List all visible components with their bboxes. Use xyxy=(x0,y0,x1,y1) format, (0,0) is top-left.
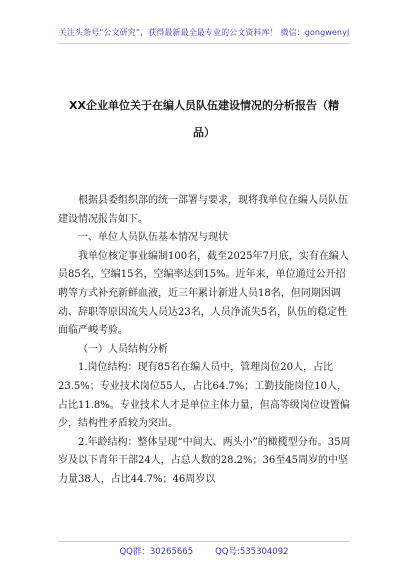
intro-paragraph: 根据县委组织部的统一部署与要求，现将我单位在编人员队伍建设情况报告如下。 xyxy=(58,195,348,225)
document-body xyxy=(58,192,354,490)
footer-qq-number: QQ号:535304092 xyxy=(215,547,289,557)
header-promo-text: 关注头条号“公文研究”，获得最新最全最专业的公文资料库！ 微信：gongwenyj xyxy=(58,28,350,37)
footer-qq-group: QQ群：30265665 xyxy=(119,547,194,557)
paragraph-post-structure: 1.岗位结构：现有85名在编人员中，管理岗位20人，占比23.5%；专业技术岗位55人，占比64.7%；工勤技能岗位10人，占比11.8%。专业技术人才是单位主体力量，但高等级岗位设置偏少，结构性矛盾较为突出。 xyxy=(58,362,350,430)
paragraph-staffing-overview: 我单位核定事业编制100名，截至2025年7月底，实有在编人员85名，空编15名，空编率达到15%。近年来，单位通过公开招聘等方式补充新鲜血液，近三年累计新进人员18名，但同期因调动、辞职等原因流失人员达23名，人员净流失5名，队伍的稳定性面临严峻考验。 xyxy=(58,250,349,337)
footer-divider xyxy=(58,541,350,542)
document-title-continued: 品） xyxy=(193,126,215,139)
footer-contact xyxy=(0,545,408,557)
document-title: XX企业单位关于在编人员队伍建设情况的分析报告（精 xyxy=(69,99,339,112)
header-divider xyxy=(58,43,350,44)
subsection-heading-1: （一）人员结构分析 xyxy=(78,343,168,355)
paragraph-age-structure: 2.年龄结构：整体呈现“中间大、两头小”的橄榄型分布。35周岁及以下青年干部24人，占总人数的28.2%；36至45周岁的中坚力量38人，占比44.7%；46周岁以 xyxy=(58,436,351,485)
section-heading-1: 一、单位人员队伍基本情况与现状 xyxy=(78,232,228,244)
